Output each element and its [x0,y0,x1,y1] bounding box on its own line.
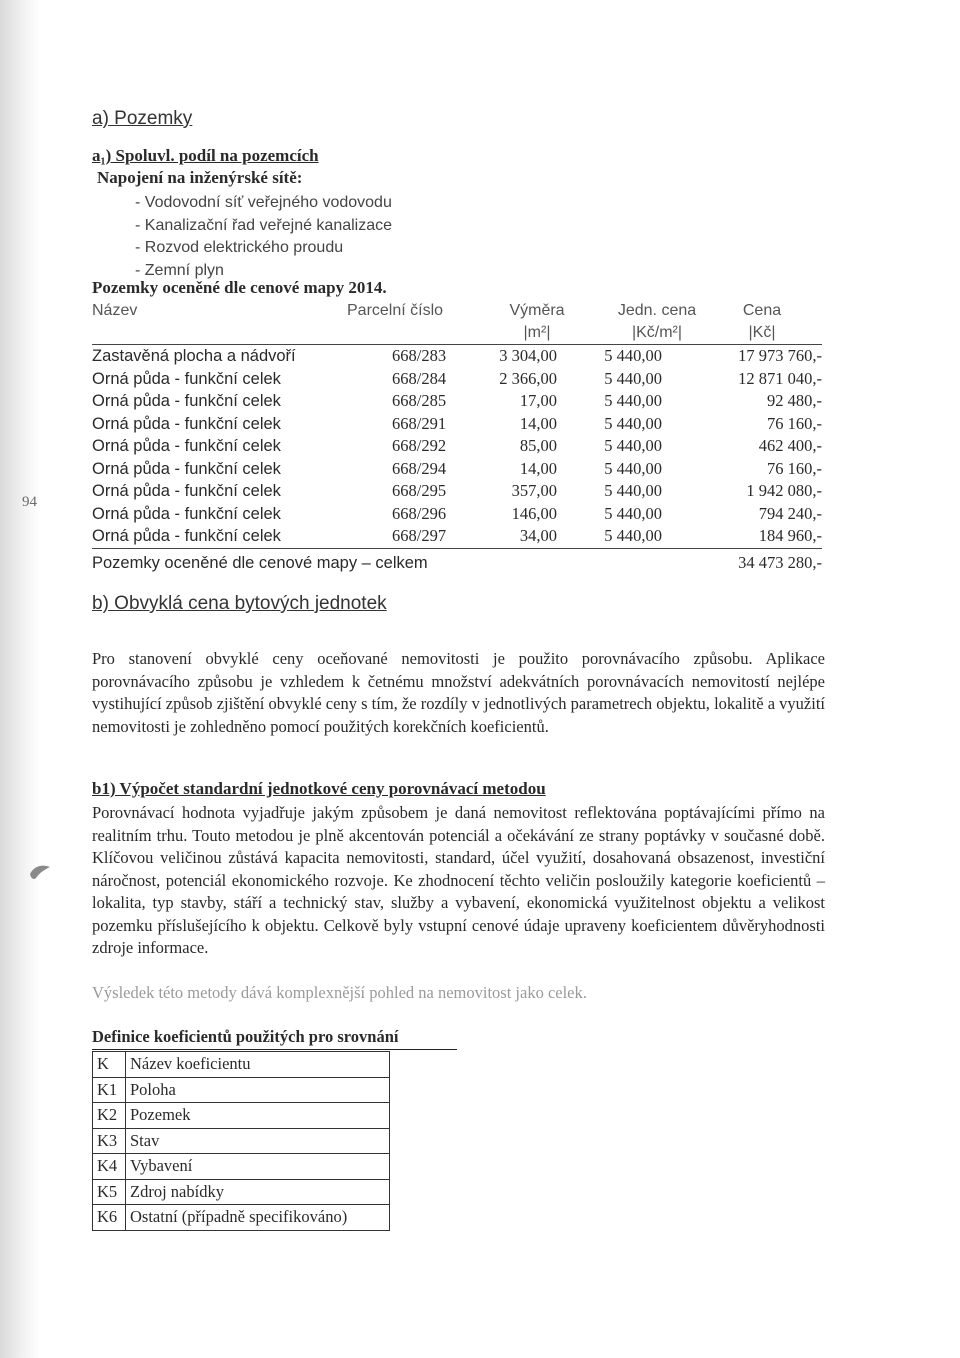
scan-gutter [0,0,40,1358]
cell-unit-price: 5 440,00 [604,526,662,545]
section-b-title: b) Obvyklá cena bytových jednotek [92,593,387,614]
table-row [93,1205,390,1231]
ink-blot-icon [26,860,56,882]
header-unit-price-unit: |Kč/m²| [631,324,683,341]
cell-parcel: 668/296 [392,503,447,523]
cell-name: Orná půda - funkční celek [92,437,281,455]
network-item: - Kanalizační řad veřejné kanalizace [135,216,393,234]
cell-price: 17 973 760,- [738,346,822,365]
cell-price: 1 942 080,- [746,481,822,500]
section-a-title: a) Pozemky [92,108,193,129]
table-row [92,345,822,368]
cell-unit-price: 5 440,00 [604,436,662,455]
coef-code: K4 [93,1154,126,1180]
coef-code: K2 [93,1103,126,1129]
table-row [92,525,822,549]
land-table-total [92,551,822,575]
cell-name: Orná půda - funkční celek [92,504,281,523]
cell-parcel: 668/285 [392,391,447,410]
cell-area: 85,00 [519,436,557,455]
cell-price: 794 240,- [758,503,822,523]
table-row [93,1052,390,1078]
table-row [92,435,822,458]
header-price-label: Cena [742,302,782,319]
coef-code: K1 [93,1077,126,1103]
coef-name: Stav [126,1128,390,1154]
coef-name: Zdroj nabídky [126,1179,390,1205]
cell-unit-price: 5 440,00 [604,503,662,523]
cell-unit-price: 5 440,00 [604,458,662,478]
cell-area: 3 304,00 [499,346,557,365]
cell-area: 17,00 [519,391,557,410]
header-name: Název [92,302,138,319]
section-b1-paragraph: Porovnávací hodnota vyjadřuje jakým způsobem je daná nemovitost reflektována poptávajícími přímo na realitním trhu. Touto metodou je plně akcentován potenciál a očekávání ze strany poptávky v současné době. Klíčovou veličinou zůstává kapacita nemovitosti, standard, účel využití, dosahovaná obsazenost, investiční náročnost, potenciál ekonomického rozvoje. Ke zhodnocení těchto veličin posloužily kategorie koeficientů – lokalita, typ stavby, stáří a technický stav, služby a vybavení, ekonomická využitelnost objektu a velikost pozemku příslušejícího k objektu. Celkově byly vstupní cenové údaje upraveny koeficientem důvěryhodnosti zdroje informace. [92,803,825,957]
table-row [93,1077,390,1103]
cell-parcel: 668/284 [392,368,447,388]
cell-area: 357,00 [511,481,557,500]
cell-price: 76 160,- [767,413,822,433]
table-row [92,458,822,481]
cell-parcel: 668/295 [392,481,447,500]
network-item: - Zemní plyn [135,261,224,279]
land-table-header [92,300,822,345]
margin-page-mark: 94 [22,494,37,510]
cell-area: 2 366,00 [499,368,557,388]
table-row [92,390,822,413]
cell-unit-price: 5 440,00 [604,346,662,365]
table-row [93,1103,390,1129]
table-row [92,413,822,436]
coef-name: Vybavení [126,1154,390,1180]
cell-parcel: 668/294 [392,458,447,478]
header-parcel: Parcelní číslo [347,302,444,319]
cell-name: Zastavěná plocha a nádvoří [92,347,296,365]
cell-price: 462 400,- [758,436,822,455]
cell-unit-price: 5 440,00 [604,368,662,388]
cell-area: 146,00 [511,503,557,523]
table-row [92,480,822,503]
coef-code: K6 [93,1205,126,1231]
section-a1-title: a₁) Spoluvl. podíl na pozemcích [92,146,319,165]
header-area-label: Výměra [509,302,565,319]
table-row [92,368,822,391]
cell-unit-price: 5 440,00 [604,481,662,500]
coef-code: K5 [93,1179,126,1205]
cell-parcel: 668/297 [392,526,447,545]
cell-name: Orná půda - funkční celek [92,482,281,500]
cell-unit-price: 5 440,00 [604,391,662,410]
coef-name: Poloha [126,1077,390,1103]
cell-price: 76 160,- [767,458,822,478]
header-area [497,300,577,344]
table-row [93,1128,390,1154]
header-price [722,300,802,344]
header-unit-price [612,300,702,344]
section-b-paragraph: Pro stanovení obvyklé ceny oceňované nemovitosti je použito porovnávacího způsobu. Aplikace porovnávacího způsobu je vzhledem k četnému množství adekvátních porovnávacích nemovitostí nejlépe vystihující způsob zjištění obvyklé ceny s tím, že rozdíly v jednotlivých parametrech objektu, lokalitě a využití nemovitosti je zohledněno pomocí použitých korekčních koeficientů. [92,649,825,736]
coef-name: Pozemek [126,1103,390,1129]
network-item: - Rozvod elektrického proudu [135,239,344,256]
cell-name: Orná půda - funkční celek [92,414,281,433]
coef-code: K [93,1052,126,1078]
cell-name: Orná půda - funkční celek [92,369,281,388]
networks-list [135,192,392,282]
land-table [92,300,822,575]
table-row [92,503,822,526]
cell-area: 34,00 [519,526,557,545]
total-value: 34 473 280,- [738,552,822,572]
coef-name: Název koeficientu [126,1052,390,1078]
cell-parcel: 668/292 [392,436,447,455]
coefficients-title: Definice koeficientů použitých pro srovnání [92,1025,457,1050]
cell-name: Orná půda - funkční celek [92,392,281,410]
section-b1-title: b1) Výpočet standardní jednotkové ceny porovnávací metodou [92,779,546,798]
table-row [93,1179,390,1205]
coefficients-table [92,1051,390,1231]
header-price-unit: |Kč| [748,324,776,341]
table-row [93,1154,390,1180]
header-unit-price-label: Jedn. cena [617,302,697,319]
cell-name: Orná půda - funkční celek [92,527,281,545]
cell-name: Orná půda - funkční celek [92,459,281,478]
cell-parcel: 668/283 [392,346,447,365]
coef-name: Ostatní (případně specifikováno) [126,1205,390,1231]
header-area-unit: |m²| [523,324,551,341]
cell-price: 92 480,- [767,391,822,410]
coef-code: K3 [93,1128,126,1154]
cell-area: 14,00 [519,413,557,433]
section-b1-faded-line: Výsledek této metody dává komplexnější pohled na nemovitost jako celek. [92,983,587,1002]
cell-price: 184 960,- [758,526,822,545]
networks-heading: Napojení na inženýrské sítě: [97,168,303,187]
cell-unit-price: 5 440,00 [604,413,662,433]
valuation-note: Pozemky oceněné dle cenové mapy 2014. [92,278,387,297]
cell-price: 12 871 040,- [738,368,822,388]
total-label: Pozemky oceněné dle cenové mapy – celkem [92,553,428,572]
cell-area: 14,00 [519,458,557,478]
cell-parcel: 668/291 [392,413,447,433]
network-item: - Vodovodní síť veřejného vodovodu [135,194,392,211]
